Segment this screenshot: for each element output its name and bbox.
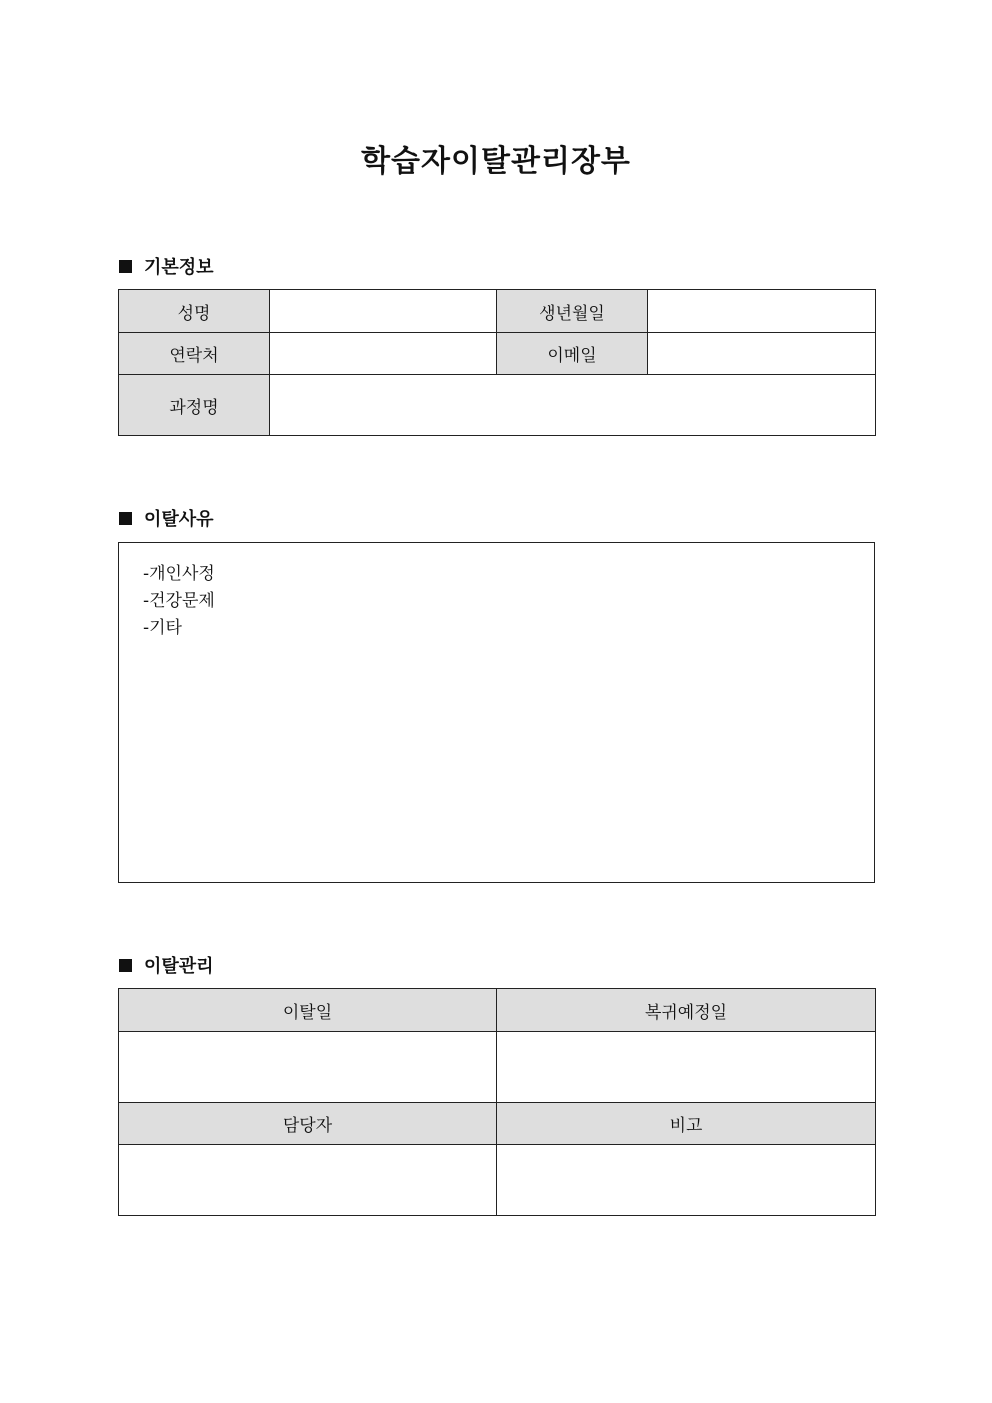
management-heading (119, 952, 214, 978)
birth-date-label: 생년월일 (497, 290, 648, 333)
reason-box[interactable] (118, 542, 875, 883)
name-label: 성명 (119, 290, 270, 333)
list-item: -건강문제 (143, 591, 215, 611)
remarks-field[interactable] (497, 1145, 876, 1216)
page-title: 학습자이탈관리장부 (361, 144, 631, 179)
basic-info-heading (119, 253, 214, 279)
square-bullet-icon (119, 260, 132, 273)
list-item: -기타 (143, 618, 182, 638)
dropout-date-label: 이탈일 (119, 989, 497, 1032)
management-table (118, 988, 876, 1216)
email-label: 이메일 (497, 333, 648, 375)
square-bullet-icon (119, 512, 132, 525)
contact-label: 연락처 (119, 333, 270, 375)
course-label: 과정명 (119, 375, 270, 436)
manager-field[interactable] (119, 1145, 497, 1216)
return-date-field[interactable] (497, 1032, 876, 1103)
return-date-label: 복귀예정일 (497, 989, 876, 1032)
contact-field[interactable] (270, 333, 497, 375)
email-field[interactable] (648, 333, 876, 375)
manager-label: 담당자 (119, 1103, 497, 1145)
square-bullet-icon (119, 959, 132, 972)
reason-list (119, 543, 874, 642)
course-field[interactable] (270, 375, 876, 436)
name-field[interactable] (270, 290, 497, 333)
reason-heading-label: 이탈사유 (144, 509, 214, 530)
birth-date-field[interactable] (648, 290, 876, 333)
management-heading-label: 이탈관리 (144, 956, 214, 977)
basic-info-heading-label: 기본정보 (144, 257, 214, 278)
dropout-date-field[interactable] (119, 1032, 497, 1103)
list-item: -개인사정 (143, 564, 215, 584)
reason-heading (119, 505, 214, 531)
basic-info-table (118, 289, 876, 436)
remarks-label: 비고 (497, 1103, 876, 1145)
